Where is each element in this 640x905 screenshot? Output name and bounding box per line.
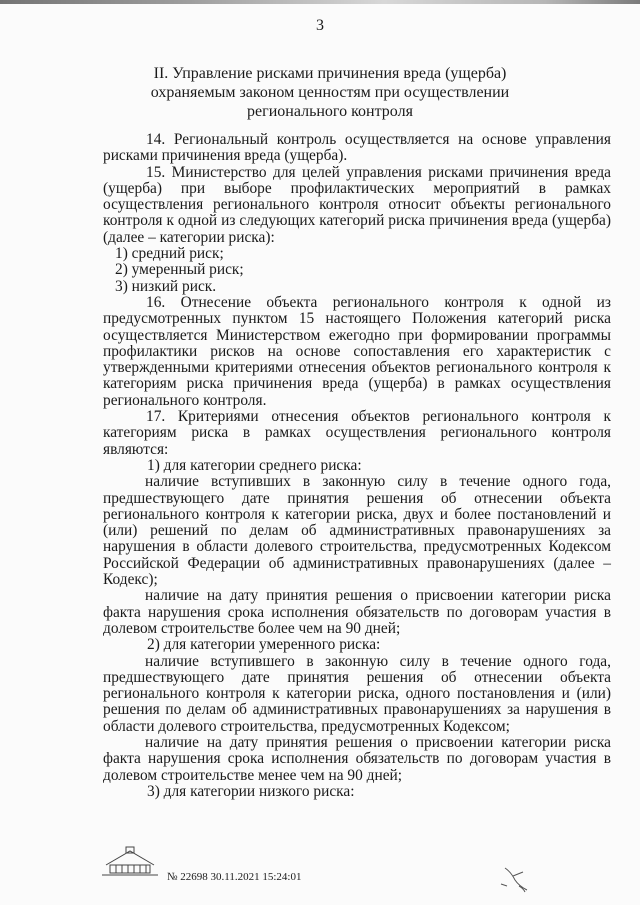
- scan-edge-line: [0, 0, 640, 4]
- category-heading: 2) для категории умеренного риска:: [147, 636, 381, 654]
- section-heading-line: II. Управление рисками причинения вреда (ущерба): [153, 65, 507, 82]
- section-heading: [120, 64, 540, 121]
- registration-stamp: № 22698 30.11.2021 15:24:01: [167, 871, 302, 883]
- list-item: 1) средний риск;: [115, 245, 224, 263]
- paragraph: наличие на дату принятия решения о присвоении категории риска факта нарушения срока исполнения обязательств по договорам участия в долевом строительстве более чем на 90 дней;: [103, 587, 611, 637]
- paragraph: 17. Критериями отнесения объектов регионального контроля к категориям риска в рамках осуществления регионального контроля являются:: [103, 408, 611, 458]
- paragraph: 14. Региональный контроль осуществляется на основе управления рисками причинения вреда (ущерба).: [103, 131, 611, 165]
- section-heading-line: регионального контроля: [247, 103, 413, 120]
- document-footer: [100, 843, 400, 883]
- category-heading: 1) для категории среднего риска:: [147, 456, 362, 474]
- paragraph: 15. Министерство для целей управления рисками причинения вреда (ущерба) при выборе профилактических мероприятий в рамках осуществления регионального контроля относит объекты регионального контроля к одной из следующих категорий риска причинения вреда (ущерба) (далее – категории риска):: [103, 163, 611, 246]
- page-number: 3: [316, 17, 324, 34]
- paragraph: 16. Отнесение объекта регионального контроля к одной из предусмотренных пунктом 15 настоящего Положения категорий риска осуществляется Министерством ежегодно при формировании программы профилактики рисков на основе сопоставления его характеристик с утвержденными критериями отнесения объектов регионального контроля к категориям риска причинения вреда (ущерба) в рамках осуществления регионального контроля.: [103, 293, 611, 409]
- document-body: [103, 132, 611, 800]
- paragraph: наличие вступившего в законную силу в течение одного года, предшествующего дате принятия решения об отнесении объекта регионального контроля к категории риска, одного постановления и (или) решения по делам об административных правонарушениях за нарушения в области долевого строительства, предусмотренных Кодексом;: [103, 652, 611, 735]
- list-item: 2) умеренный риск;: [115, 261, 244, 279]
- category-heading: 3) для категории низкого риска:: [147, 782, 355, 800]
- list-item: 3) низкий риск.: [115, 277, 217, 295]
- paragraph: наличие вступивших в законную силу в течение одного года, предшествующего дате принятия решения об отнесении объекта регионального контроля к категории риска, двух и более постановлений и (или) решений по делам об административных правонарушениях за нарушения в области долевого строительства, предусмотренных Кодексом Российской Федерации об административных правонарушениях (далее – Кодекс);: [103, 473, 611, 589]
- handwritten-mark-icon: [495, 862, 535, 896]
- paragraph: наличие на дату принятия решения о присвоении категории риска факта нарушения срока исполнения обязательств по договорам участия в долевом строительстве менее чем на 90 дней;: [103, 733, 611, 784]
- registration-seal-icon: [100, 843, 160, 879]
- section-heading-line: охраняемым законом ценностям при осуществлении: [150, 84, 510, 101]
